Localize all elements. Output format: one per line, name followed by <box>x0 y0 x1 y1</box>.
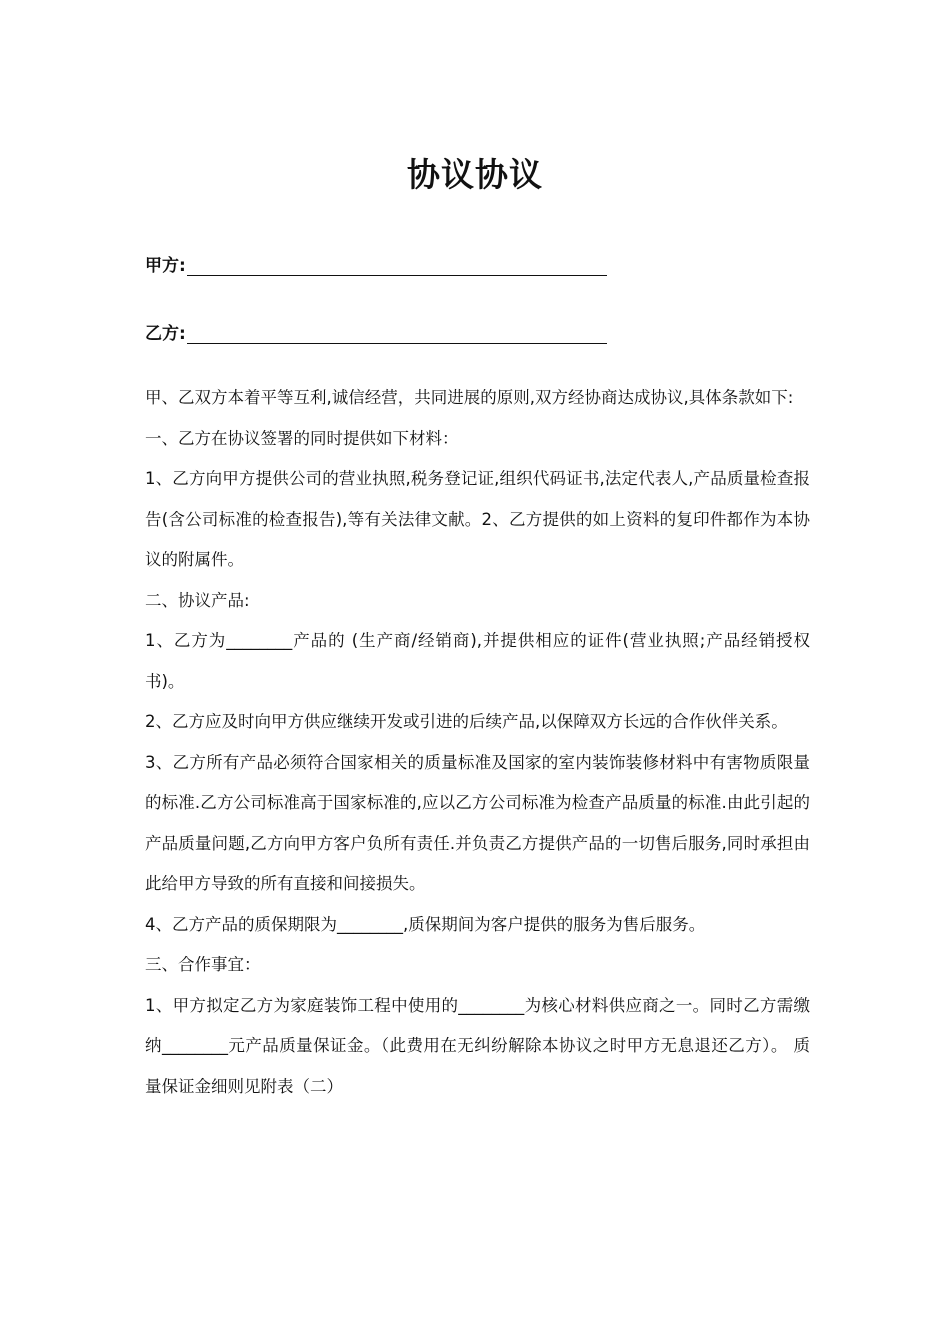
paragraph-2-2: 2、乙方应及时向甲方供应继续开发或引进的后续产品,以保障双方长远的合作伙伴关系。 <box>145 712 788 731</box>
party-b-label: 乙方: <box>145 324 186 344</box>
section-heading-3: 三、合作事宜： <box>145 955 261 974</box>
paragraph-3-1: 1、甲方拟定乙方为家庭装饰工程中使用的________为核心材料供应商之一。同时乙方需缴纳________元产品质量保证金。（此费用在无纠纷解除本协议之时甲方无息退还乙方）。 质量保证金细则见附表（二） <box>145 995 810 1096</box>
section-heading-1: 一、乙方在协议签署的同时提供如下材料： <box>145 428 459 448</box>
section-heading-2: 二、协议产品: <box>145 590 250 610</box>
document-title: 协议协议 <box>407 155 543 194</box>
paragraph-2-3: 3、乙方所有产品必须符合国家相关的质量标准及国家的室内装饰装修材料中有害物质限量的标准.乙方公司标准高于国家标准的,应以乙方公司标准为检查产品质量的标准.由此引起的产品质量问题,乙方向甲方客户负所有责任.并负责乙方提供产品的一切售后服务,同时承担由此给甲方导致的所有直接和间接损失。 <box>145 752 810 893</box>
party-b-row <box>145 320 607 346</box>
document-body <box>145 378 810 1107</box>
paragraph-intro: 甲、乙双方本着平等互利,诚信经营，共同进展的原则,双方经协商达成协议,具体条款如下: <box>145 388 794 407</box>
paragraph-1-1: 1、乙方向甲方提供公司的营业执照,税务登记证,组织代码证书,法定代表人,产品质量检查报告(含公司标准的检查报告),等有关法律文献。2、乙方提供的如上资料的复印件都作为本协议的附属件。 <box>145 469 810 569</box>
party-a-label: 甲方: <box>145 256 186 276</box>
party-a-blank-line <box>187 255 607 276</box>
party-b-blank-line <box>187 323 607 344</box>
party-a-row <box>145 252 607 278</box>
paragraph-2-1: 1、乙方为________产品的 (生产商/经销商),并提供相应的证件(营业执照;产品经销授权书)。 <box>145 631 810 691</box>
paragraph-2-4: 4、乙方产品的质保期限为________,质保期间为客户提供的服务为售后服务。 <box>145 914 706 934</box>
